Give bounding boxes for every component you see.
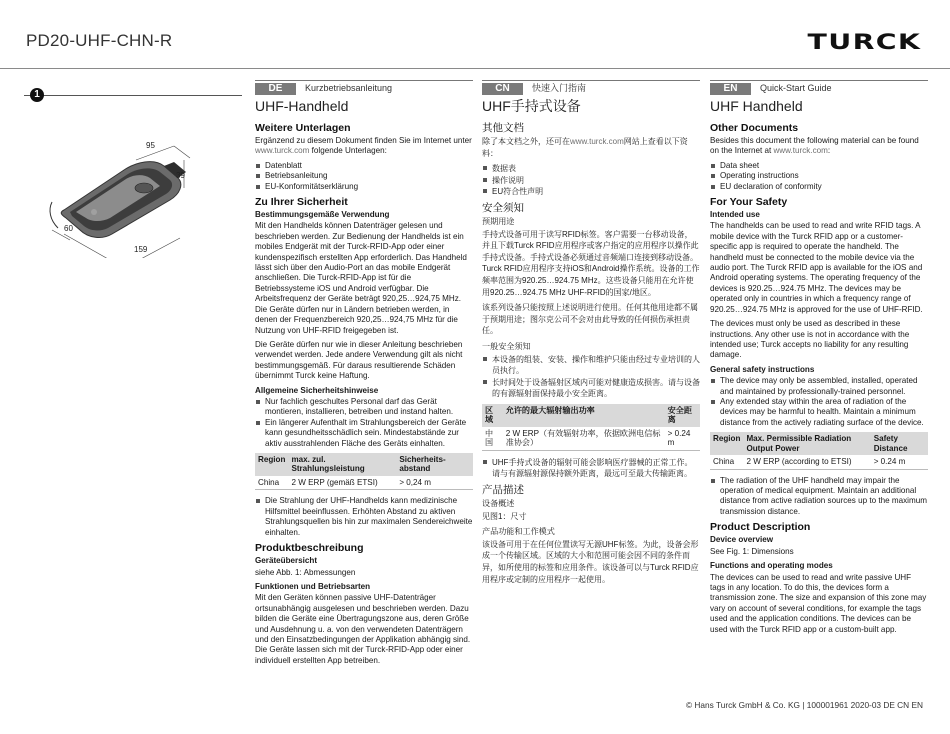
dim-width-label: 95: [146, 141, 155, 150]
list-item: UHF手持式设备的辐射可能会影响医疗器械的正常工作。请与有源辐射源保持额外距离，最远可至最大传输距离。: [482, 457, 700, 480]
language-label-cn: 快速入门指南: [532, 83, 587, 93]
list-item: 长时间处于设备辐射区域内可能对健康造成损害。请与设备的有源辐射面保持最小安全距离。: [482, 377, 700, 400]
general-safety-list-cn: [482, 354, 700, 400]
language-code-cn: CN: [482, 83, 523, 95]
other-docs-heading-cn: 其他文档: [482, 122, 524, 134]
intended-use-text-en: The handhelds can be used to read and write RFID tags. A mobile device with the Turck RFID app or a customer-specific app is required to operate the handheld. The handheld must be connected to the mobile device via the audio port. The Turck RFID app is available for the iOS and Android operating systems. The operating frequency of the devices is 920.25…924.75 MHz. The devices may be operated only in countries in which a frequency range of 920.25…924.75 MHz is approved for the use of UHF-RFID.: [710, 221, 923, 314]
functions-text-cn: 该设备可用于在任何位置读写无源UHF标签。为此，设备会形成一个传输区域。区域的大小和范围可能会因不同的条件而异，如所使用的标签和应用条件。该设备可以与Turck RFID应用程序或定制的应用程序一起使用。: [482, 539, 699, 584]
intended-use-heading-cn: 预期用途: [482, 216, 515, 226]
language-header-cn: [482, 80, 700, 95]
table-row: China 2 W ERP (gemäß ETSI) > 0,24 m: [255, 476, 473, 490]
radiation-table-cn: [482, 404, 700, 451]
functions-heading-en: Functions and operating modes: [710, 561, 833, 571]
language-header-de: [255, 80, 473, 95]
product-heading-en: Product Description: [710, 521, 811, 534]
list-item: The device may only be assembled, installed, operated and maintained by professionally-trained personnel.: [710, 376, 928, 397]
radiation-table-de: [255, 453, 473, 491]
dim-length-label: 159: [134, 245, 148, 254]
list-item: EU符合性声明: [482, 186, 700, 198]
intended-use-note-cn: 该系列设备只能按照上述说明进行使用。任何其他用途都不属于预期用途；图尔克公司不会对由此导致的任何损伤承担责任。: [482, 303, 698, 336]
product-heading-de: Produktbeschreibung: [255, 542, 364, 555]
intended-use-note-en: The devices must only be used as described in these instructions. Any other use is not in accordance with the intended use; Turck accepts no liability for any resulting damage.: [710, 319, 910, 360]
column-de: [255, 80, 473, 670]
list-item: Die Strahlung der UHF-Handhelds kann medizinische Hilfsmittel beeinflussen. Erhöhten Abstand zu aktiven Strahlungsquellen bis hin zur maximalen Sendereichweite einhalten.: [255, 496, 473, 538]
language-header-en: [710, 80, 928, 95]
turck-link-de[interactable]: www.turck.com: [255, 146, 310, 156]
list-item: Ein längerer Aufenthalt im Strahlungsbereich der Geräte kann gesundheitsschädlich sein. Mindestabstände zur aktiv ausstrahlenden Fläche des Geräts einhalten.: [255, 418, 473, 449]
list-item: 操作说明: [482, 175, 700, 187]
handheld-dimension-drawing: [24, 118, 242, 258]
column-en: [710, 80, 928, 639]
other-docs-list-en: [710, 161, 928, 192]
table-header-row: Region max. zul. Strahlungsleistung Sicherheits-abstand: [255, 453, 473, 476]
radiation-table-en: [710, 432, 928, 470]
intended-use-text-de: Mit den Handhelds können Datenträger gelesen und beschrieben werden. Zur Bedienung der Handhelds ist ein mobiles Endgerät mit der Turck-RFID-App oder einer kundenspezifisch erstellten App erforderlich. Das Handheld lässt sich über den Audio-Port an das mobile Endgerät anschließen. Die Turck-RFID-App ist für die Betriebssysteme iOS und Android verfügbar. Die Arbeitsfrequenz der Geräte beträgt 920,25…924,75 MHz. Die Geräte dürfen nur in Ländern betrieben werden, in denen der Frequenzbereich 920,25…924,75 MHz für die Nutzung von UHF-RFID freigegeben ist.: [255, 221, 467, 335]
safety-heading-cn: 安全须知: [482, 201, 524, 214]
intended-use-heading-de: Bestimmungsgemäße Verwendung: [255, 210, 390, 220]
turck-link-cn[interactable]: www.turck.com: [570, 137, 624, 146]
language-label-de: Kurzbetriebsanleitung: [305, 83, 393, 93]
column-title-en: UHF Handheld: [710, 98, 803, 114]
functions-heading-cn: 产品功能和工作模式: [482, 527, 555, 537]
list-item: 本设备的组装、安装、操作和维护只能由经过专业培训的人员执行。: [482, 354, 700, 377]
intended-use-heading-en: Intended use: [710, 210, 760, 220]
language-code-de: DE: [255, 83, 296, 95]
column-title-de: UHF-Handheld: [255, 98, 349, 114]
list-item: Datenblatt: [255, 161, 473, 171]
table-row: 中国 2 W ERP（有效辐射功率，依据欧洲电信标准协会） > 0.24 m: [482, 427, 700, 451]
figure-number-badge: 1: [30, 88, 44, 102]
overview-heading-cn: 设备概述: [482, 499, 515, 509]
intended-use-note-de: Die Geräte dürfen nur wie in dieser Anleitung beschrieben verwendet werden. Jede andere Verwendung gilt als nicht bestimmungsgemäß. Für daraus resultierende Schäden übernimmt Turck keine Haftung.: [255, 339, 463, 381]
functions-text-de: Mit den Geräten können passive UHF-Datenträger ortsunabhängig ausgelesen und beschrieben werden. Dazu bilden die Geräte eine Übertragungszone aus, deren Größe und Ausdehnung u. a. von den verwendeten Datenträgern und den Einsatzbedingungen der Applikation abhängig sind. Die Geräte lassen sich mit der Turck-RFID-App oder einer individuell erstellten App betreiben.: [255, 593, 471, 665]
table-header-row: Region Max. Permissible Radiation Output Power Safety Distance: [710, 432, 928, 455]
turck-link-en[interactable]: www.turck.com: [773, 146, 828, 156]
safety-heading-en: For Your Safety: [710, 196, 788, 209]
dim-cable-label: 60: [64, 224, 73, 233]
list-item: EU-Konformitätserklärung: [255, 182, 473, 192]
general-safety-list-en: [710, 376, 928, 428]
list-item: Data sheet: [710, 161, 928, 171]
overview-heading-en: Device overview: [710, 535, 773, 545]
table-header-row: 区域 允许的最大辐射输出功率 安全距离: [482, 404, 700, 427]
overview-text-en: See Fig. 1: Dimensions: [710, 546, 794, 556]
overview-heading-de: Geräteübersicht: [255, 556, 318, 566]
other-docs-heading-de: Weitere Unterlagen: [255, 122, 351, 134]
safety-heading-de: Zu Ihrer Sicherheit: [255, 196, 348, 209]
column-title-cn: UHF手持式设备: [482, 98, 581, 114]
dim-height-label: 39: [176, 171, 185, 180]
functions-heading-de: Funktionen und Betriebsarten: [255, 581, 371, 591]
turck-logo: TURCK: [807, 30, 921, 54]
overview-text-de: siehe Abb. 1: Abmessungen: [255, 567, 356, 577]
other-docs-intro-en: Besides this document the following material can be found on the Internet at www.turck.com:: [710, 136, 919, 156]
overview-text-cn: 见图1：尺寸: [482, 511, 527, 521]
figure-rule: [24, 95, 242, 96]
list-item: EU declaration of conformity: [710, 182, 928, 192]
list-item: The radiation of the UHF handheld may impair the operation of medical equipment. Maintain an additional distance from active radiation sources up to the maximum transmission distance.: [710, 476, 928, 518]
other-docs-intro-cn: 除了本文档之外，还可在www.turck.com网站上查看以下资料：: [482, 137, 688, 158]
language-label-en: Quick-Start Guide: [760, 83, 832, 93]
list-item: Any extended stay within the area of radiation of the devices may be harmful to health. Maintain a minimum distance from the actively radiating surface of the device.: [710, 397, 928, 428]
table-row: China 2 W ERP (according to ETSI) > 0.24 m: [710, 455, 928, 469]
intended-use-text-cn: 手持式设备可用于读写RFID标签。客户需要一台移动设备，并且下载Turck RFID应用程序或客户指定的应用程序以操作此手持式设备。手持式设备必须通过音频端口连接到移动设备。Turck RFID应用程序支持iOS和Android操作系统。设备的工作频率范围为920.25…924.75 MHz。这些设备只能用在允许使用920.25…924.75 MHz UHF-RFID的国家/地区。: [482, 229, 700, 297]
other-docs-list-cn: [482, 163, 700, 198]
radiation-note-de: [255, 496, 473, 538]
page-header: [0, 0, 950, 69]
other-docs-heading-en: Other Documents: [710, 122, 799, 134]
other-docs-list-de: [255, 161, 473, 192]
page-footer: © Hans Turck GmbH & Co. KG | 100001961 2020-03 DE CN EN: [686, 700, 923, 710]
language-code-en: EN: [710, 83, 751, 95]
general-safety-heading-en: General safety instructions: [710, 364, 815, 374]
list-item: Nur fachlich geschultes Personal darf das Gerät montieren, installieren, betreiben und instand halten.: [255, 397, 473, 418]
general-safety-heading-de: Allgemeine Sicherheitshinweise: [255, 385, 379, 395]
general-safety-heading-cn: 一般安全须知: [482, 341, 531, 351]
document-id: PD20-UHF-CHN-R: [26, 31, 173, 50]
functions-text-en: The devices can be used to read and write passive UHF tags in any location. To do this, the devices form a transmission zone. The size and expansion of this zone may vary on account of several conditions, for example the tags used and the application conditions. The devices can be used with the Turck RFID app or a custom-built app.: [710, 572, 927, 634]
general-safety-list-de: [255, 397, 473, 449]
other-docs-intro-de: Ergänzend zu diesem Dokument finden Sie im Internet unter www.turck.com folgende Unterlagen:: [255, 136, 472, 156]
radiation-note-cn: [482, 457, 700, 480]
list-item: Betriebsanleitung: [255, 171, 473, 181]
list-item: 数据表: [482, 163, 700, 175]
radiation-note-en: [710, 476, 928, 518]
list-item: Operating instructions: [710, 171, 928, 181]
product-heading-cn: 产品描述: [482, 484, 524, 497]
column-cn: [482, 80, 700, 589]
